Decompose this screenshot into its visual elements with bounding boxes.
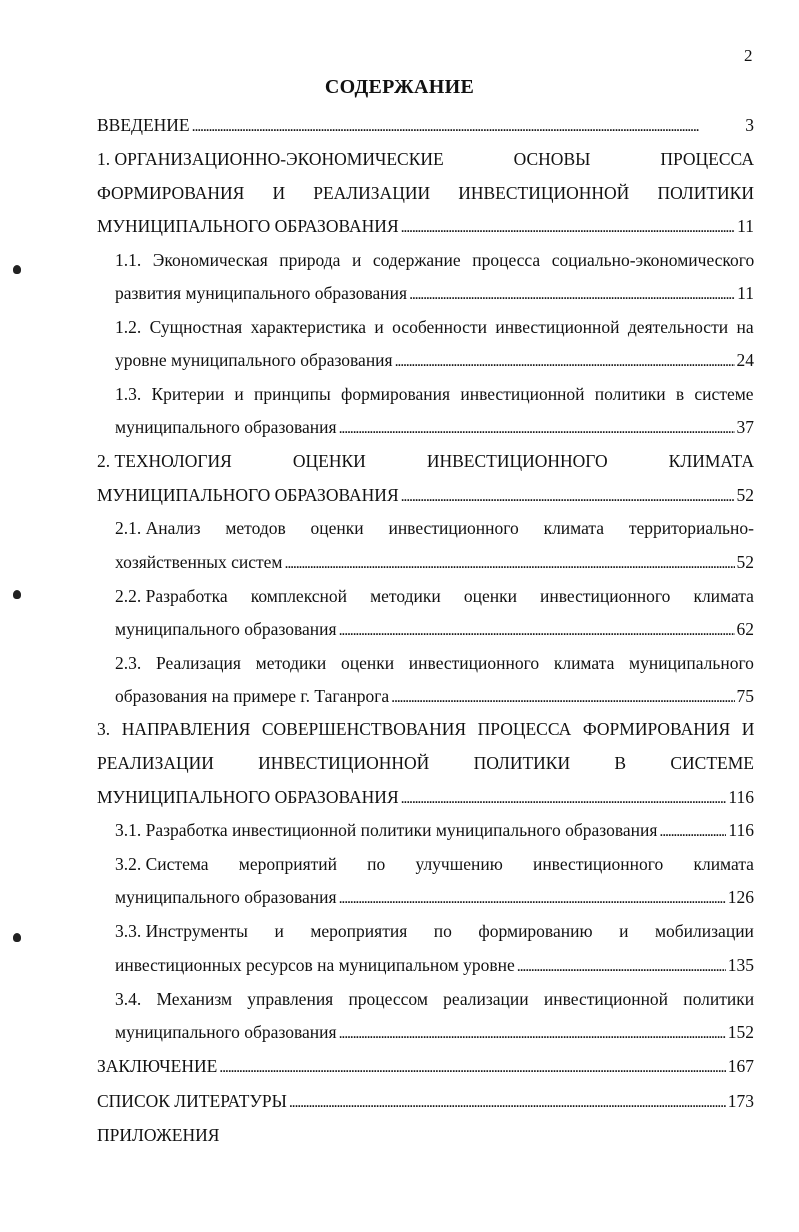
word: КЛИМАТА bbox=[668, 451, 754, 471]
word: В bbox=[614, 753, 627, 773]
toc-page-number: 135 bbox=[727, 955, 754, 975]
word: оценки bbox=[463, 586, 517, 606]
toc-page-number: 173 bbox=[727, 1091, 754, 1111]
word: РЕАЛИЗАЦИИ bbox=[313, 183, 431, 203]
toc-entry-references[interactable] bbox=[97, 1088, 754, 1114]
dot-leader bbox=[409, 280, 735, 308]
word: по bbox=[367, 854, 386, 874]
toc-entry-text: МУНИЦИПАЛЬНОГО ОБРАЗОВАНИЯ bbox=[97, 216, 399, 236]
word: ПОЛИТИКИ bbox=[657, 183, 754, 203]
toc-page-number: 152 bbox=[727, 1022, 754, 1042]
toc-page-number: 24 bbox=[736, 350, 754, 370]
toc-section-line-1 bbox=[115, 851, 754, 877]
toc-chapter-1-line-1 bbox=[97, 146, 754, 172]
toc-page-number: 11 bbox=[737, 216, 754, 236]
toc-entry-appendix[interactable] bbox=[97, 1122, 754, 1148]
toc-page-number: 3 bbox=[745, 115, 754, 135]
toc-section-line-2 bbox=[115, 414, 754, 440]
scan-artifact bbox=[13, 590, 21, 599]
dot-leader bbox=[339, 884, 726, 912]
toc-page-number: 37 bbox=[736, 417, 754, 437]
toc-section-line-2 bbox=[115, 616, 754, 642]
word: и bbox=[274, 921, 284, 941]
toc-section-line-2 bbox=[115, 347, 754, 373]
toc-chapter-2-line-2 bbox=[97, 482, 754, 508]
word: инвестиционного bbox=[540, 586, 671, 606]
dot-leader bbox=[339, 616, 735, 644]
dot-leader bbox=[289, 1088, 726, 1116]
word: ФОРМИРОВАНИЯ bbox=[97, 183, 245, 203]
word: мероприятий bbox=[238, 854, 337, 874]
toc-entry-text: СПИСОК ЛИТЕРАТУРЫ bbox=[97, 1091, 287, 1111]
word: 2. ТЕХНОЛОГИЯ bbox=[97, 451, 232, 471]
toc-page-number: 62 bbox=[736, 619, 754, 639]
toc-section-line-2 bbox=[115, 549, 754, 575]
word: ИНВЕСТИЦИОННОЙ bbox=[258, 753, 430, 773]
toc-entry-text: хозяйственных систем bbox=[115, 552, 283, 572]
toc-entry-text: развития муниципального образования bbox=[115, 283, 408, 303]
word: формированию bbox=[478, 921, 593, 941]
word: инвестиционного bbox=[532, 854, 664, 874]
toc-chapter-3-line-2 bbox=[97, 750, 754, 776]
toc-section-line-1 bbox=[115, 381, 754, 407]
word: климата bbox=[693, 854, 754, 874]
toc-page-number: 116 bbox=[728, 820, 754, 840]
word: ПРОЦЕССА bbox=[660, 149, 754, 169]
toc-section-line-1 bbox=[115, 650, 754, 676]
word: методики bbox=[370, 586, 441, 606]
dot-leader bbox=[192, 112, 744, 140]
toc-section-line-1 bbox=[115, 986, 754, 1012]
word: территориально- bbox=[628, 518, 754, 538]
word: 2.2. Разработка bbox=[115, 586, 228, 606]
toc-section-line-1 bbox=[115, 515, 754, 541]
page-number: 2 bbox=[744, 46, 753, 65]
word: ОСНОВЫ bbox=[513, 149, 591, 169]
word: СИСТЕМЕ bbox=[670, 753, 754, 773]
toc-entry-text: 3.1. Разработка инвестиционной политики муниципального образования bbox=[115, 820, 658, 840]
toc-page-number: 75 bbox=[736, 686, 754, 706]
word: инвестиционного bbox=[388, 518, 519, 538]
toc-section-3-1[interactable] bbox=[115, 817, 754, 843]
word: методов bbox=[225, 518, 286, 538]
toc-chapter-1-line-3 bbox=[97, 213, 754, 239]
toc-page-number: 52 bbox=[736, 485, 754, 505]
toc-section-line-2 bbox=[115, 280, 754, 306]
word: ИНВЕСТИЦИОННОГО bbox=[426, 451, 608, 471]
dot-leader bbox=[395, 347, 735, 375]
dot-leader bbox=[659, 817, 726, 845]
toc-section-line-2 bbox=[115, 1019, 754, 1045]
dot-leader bbox=[339, 1019, 726, 1047]
toc-entry-text: МУНИЦИПАЛЬНОГО ОБРАЗОВАНИЯ bbox=[97, 485, 399, 505]
word: оценки bbox=[310, 518, 364, 538]
word: ОЦЕНКИ bbox=[292, 451, 366, 471]
toc-entry-text: ЗАКЛЮЧЕНИЕ bbox=[97, 1056, 218, 1076]
toc-entry-text: муниципального образования bbox=[115, 887, 337, 907]
word: климата bbox=[693, 586, 754, 606]
dot-leader bbox=[401, 784, 727, 812]
toc-entry-text: ВВЕДЕНИЕ bbox=[97, 115, 190, 135]
toc-page-number: 11 bbox=[737, 283, 754, 303]
word: 3.3. Инструменты bbox=[115, 921, 248, 941]
toc-chapter-3-line-1 bbox=[97, 716, 754, 742]
word: 2.1. Анализ bbox=[115, 518, 201, 538]
word: ПОЛИТИКИ bbox=[473, 753, 571, 773]
dot-leader bbox=[401, 482, 735, 510]
toc-entry-text: МУНИЦИПАЛЬНОГО ОБРАЗОВАНИЯ bbox=[97, 787, 399, 807]
toc-entry-text: 3. НАПРАВЛЕНИЯ СОВЕРШЕНСТВОВАНИЯ ПРОЦЕССА ФОРМИРОВАНИЯ И bbox=[97, 719, 755, 739]
toc-section-line-2 bbox=[115, 683, 754, 709]
toc-entry-intro[interactable] bbox=[97, 112, 754, 138]
toc-section-line-1 bbox=[115, 918, 754, 944]
word: по bbox=[433, 921, 452, 941]
toc-entry-text: муниципального образования bbox=[115, 417, 337, 437]
toc-section-line-1 bbox=[115, 583, 754, 609]
dot-leader bbox=[401, 213, 736, 241]
scan-artifact bbox=[13, 933, 21, 942]
toc-entry-text: муниципального образования bbox=[115, 1022, 337, 1042]
toc-page-number: 126 bbox=[727, 887, 754, 907]
word: улучшению bbox=[415, 854, 503, 874]
dot-leader bbox=[339, 414, 735, 442]
scan-artifact bbox=[13, 265, 21, 274]
toc-entry-conclusion[interactable] bbox=[97, 1053, 754, 1079]
toc-chapter-2-line-1 bbox=[97, 448, 754, 474]
toc-chapter-1-line-2 bbox=[97, 180, 754, 206]
word: мобилизации bbox=[654, 921, 754, 941]
dot-leader bbox=[517, 952, 726, 980]
toc-page-number: 167 bbox=[727, 1056, 754, 1076]
toc-chapter-3-line-3 bbox=[97, 784, 754, 810]
word: мероприятия bbox=[310, 921, 408, 941]
word: комплексной bbox=[250, 586, 348, 606]
dot-leader bbox=[391, 683, 734, 711]
toc-section-line-2 bbox=[115, 952, 754, 978]
toc-page-number: 116 bbox=[728, 787, 754, 807]
toc-entry-text: 1.1. Экономическая природа и содержание процесса социально-экономического bbox=[115, 250, 755, 270]
word: 3.2. Система bbox=[115, 854, 209, 874]
dot-leader bbox=[219, 1053, 725, 1081]
word: климата bbox=[543, 518, 605, 538]
toc-entry-text: 1.3. Критерии и принципы формирования инвестиционной политики в системе bbox=[115, 384, 754, 404]
toc-entry-text: муниципального образования bbox=[115, 619, 337, 639]
toc-entry-text: 2.3. Реализация методики оценки инвестиционного климата муниципального bbox=[115, 653, 754, 673]
page-title: СОДЕРЖАНИЕ bbox=[324, 76, 475, 98]
toc-page-number: 52 bbox=[736, 552, 754, 572]
toc-entry-text: уровне муниципального образования bbox=[115, 350, 393, 370]
word: и bbox=[619, 921, 629, 941]
dot-leader bbox=[285, 549, 735, 577]
toc-section-line-1 bbox=[115, 314, 754, 340]
toc-section-line-2 bbox=[115, 884, 754, 910]
word: ИНВЕСТИЦИОННОЙ bbox=[458, 183, 630, 203]
toc-section-line-1 bbox=[115, 247, 754, 273]
toc-entry-text: 3.4. Механизм управления процессом реализации инвестиционной политики bbox=[115, 989, 755, 1009]
word: И bbox=[272, 183, 286, 203]
toc-entry-text: ПРИЛОЖЕНИЯ bbox=[97, 1125, 220, 1145]
toc-entry-text: образования на примере г. Таганрога bbox=[115, 686, 390, 706]
word: 1. ОРГАНИЗАЦИОННО-ЭКОНОМИЧЕСКИЕ bbox=[97, 149, 444, 169]
toc-entry-text: инвестиционных ресурсов на муниципальном уровне bbox=[115, 955, 515, 975]
word: РЕАЛИЗАЦИИ bbox=[97, 753, 214, 773]
toc-entry-text: 1.2. Сущностная характеристика и особенности инвестиционной деятельности на bbox=[115, 317, 754, 337]
